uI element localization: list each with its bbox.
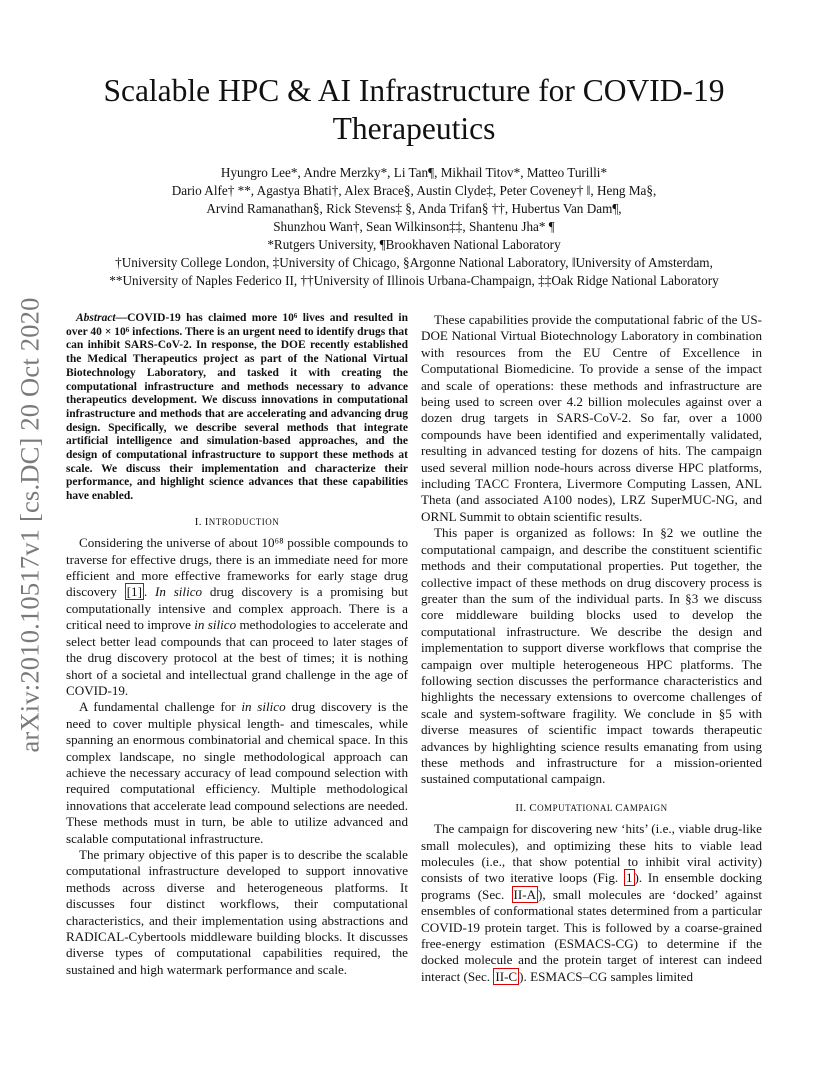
organization-paragraph: This paper is organized as follows: In §2 we outline the computational campaign, and describe the constituent scientific methods and their computational properties. Put together, the collective impact of these methods on drug discovery process is greater than the sum of the individual parts. In §3 we discuss core middleware building blocks used to develop the computational infrastructure. We describe the design and implementation to support diverse workflows that comprise the campaign over multiple heterogeneous HPC platforms. The following section discusses the performance characteristics and highlights the necessary extensions to overcome challenges of scale and system-software fragility. We conclude in §5 with diverse measures of scientific impact towards therapeutic advances by highlighting science results emanating from using these methods and infrastructure for a mission-oriented sustained computational campaign. [421, 525, 762, 787]
author-line-3: Arvind Ramanathan§, Rick Stevens‡ §, Anda Trifan§ ††, Hubertus Van Dam¶, [206, 201, 622, 216]
section-1-number: I. I [194, 515, 209, 528]
campaign-text-c: ), small molecules are ‘docked’ against ensembles of conformational states determined from a particular COVID-19 protein target. This is followed by a coarse-grained free-energy estimation (ESMACS-CG) to determine if the docked molecule and the protein target of interest can indeed interact (Sec. [421, 886, 762, 984]
intro-p1-text-c: drug discovery is a promising but computationally intensive and complex approach. There is a critical need to improve [66, 584, 408, 633]
intro-p1-emphasis: In silico [155, 584, 203, 600]
abstract-label: Abstract [76, 312, 116, 324]
title-line-1: Scalable HPC & AI Infrastructure for COVID-19 [103, 73, 725, 108]
intro-p1-text-a: Considering the universe of about 10⁶⁸ possible compounds to traverse for effective drugs, there is an immediate need for more efficient and more effective frameworks for early stage drug discovery [66, 535, 408, 600]
section-2-title-b: AMPAIGN [622, 802, 668, 813]
author-line-4: Shunzhou Wan†, Sean Wilkinson‡‡, Shantenu Jha* ¶ [273, 219, 555, 234]
author-block [60, 164, 768, 290]
capabilities-paragraph: These capabilities provide the computational fabric of the US-DOE National Virtual Biotechnology Laboratory in combination with resources from the EU Centre of Excellence in Computational Biomedicine. To provide a sense of the impact and scale of operations: these methods and infrastructure are being used to screen over 4.2 billion molecules against over a dozen drug targets in SARS-CoV-2. So far, over a 1000 compounds have been identified and experimentally validated, resulting in advanced testing for dozens of hits. The campaign used several million node-hours across diverse HPC platforms, including TACC Frontera, Livermore Computing Lassen, ANL Theta (and associated A100 nodes), LRZ SuperMUC-NG, and ORNL Summit to obtain scientific results. [421, 312, 762, 524]
intro-paragraph-1 [66, 535, 408, 699]
campaign-text-a: The campaign for discovering new ‘hits’ (i.e., viable drug-like small molecules), and optimizing these hits to viable lead molecules (i.e., that show potential to inhibit viral activity) consists of two iterative loops (Fig. [421, 821, 762, 886]
intro-p2-text-a: A fundamental challenge for [79, 699, 242, 715]
intro-paragraph-3: The primary objective of this paper is to describe the scalable computational infrastructure developed to support innovative methods across diverse and heterogeneous platforms. It discusses four distinct workflows, their computational characteristics, and their implementation using abstractions and RADICAL-Cybertools middleware building blocks. It discusses diverse types of computational capabilities required, the sustained and high watermark performance and scale. [66, 846, 408, 977]
intro-p1-emphasis-2: in silico [194, 617, 237, 633]
intro-p1-text-b: . [143, 584, 156, 600]
author-line-2: Dario Alfe† **, Agastya Bhati†, Alex Brace§, Austin Clyde‡, Peter Coveney† ‖, Heng Ma§, [171, 183, 657, 198]
arxiv-sidebar [0, 290, 60, 760]
campaign-text-b: ). In ensemble docking programs (Sec. [421, 870, 762, 902]
figure-link-1[interactable]: 1 [625, 870, 633, 886]
section-link-ii-a[interactable]: II-A [513, 886, 537, 902]
campaign-text-d: ). ESMACS–CG samples limited [519, 968, 694, 984]
intro-p1-text-d: methodologies to accelerate and select better lead compounds that can proceed to later stages of the drug discovery protocol at the best of times; it is nothing short of a societal and intellectual grand challenge in the age of COVID-19. [66, 617, 408, 698]
section-heading-computational-campaign [421, 800, 762, 816]
abstract-text: —COVID-19 has claimed more 10⁶ lives and resulted in over 40 × 10⁶ infections. There is an urgent need to identify drugs that can inhibit SARS-CoV-2. In response, the DOE recently established the Medical Therapeutics project as part of the National Virtual Biotechnology Laboratory, and tasked it with creating the computational infrastructure and methods necessary to advance therapeutics development. We discuss innovations in computational infrastructure and methods that are accelerating and advancing drug design. Specifically, we describe several methods that integrate artificial intelligence and simulation-based approaches, and the design of computational infrastructure to support these methods at scale. We discuss their implementation and characterize their performance, and highlight science advances that these capabilities have enabled. [66, 312, 408, 503]
arxiv-identifier: arXiv:2010.10517v1 [cs.DC] 20 Oct 2020 [14, 297, 45, 753]
campaign-paragraph [421, 821, 762, 985]
section-2-title-a: OMPUTATIONAL [537, 802, 616, 813]
author-line-1: Hyungro Lee*, Andre Merzky*, Li Tan¶, Mikhail Titov*, Matteo Turilli* [220, 165, 608, 180]
affiliation-line-1: *Rutgers University, ¶Brookhaven National Laboratory [267, 237, 561, 252]
section-2-number: II. C [515, 801, 538, 814]
right-column [421, 312, 762, 985]
section-heading-introduction [66, 514, 408, 530]
intro-paragraph-2 [66, 699, 408, 847]
left-column [66, 312, 408, 978]
citation-link-1[interactable]: [1] [126, 584, 142, 600]
abstract [66, 312, 408, 504]
section-link-ii-c[interactable]: II-C [495, 968, 518, 984]
paper-title [60, 72, 768, 148]
intro-p2-text-b: drug discovery is the need to cover multiple physical length- and timescales, while spanning an enormous combinatorial and chemical space. In this complex landscape, no single methodological approach can achieve the necessary accuracy of lead compound selection with required computational efficiency. Multiple methodological innovations that accelerate lead compound selections are needed. These methods must in turn, be able to utilize advanced and scalable computational infrastructure. [66, 699, 409, 846]
title-line-2: Therapeutics [332, 111, 496, 146]
affiliation-line-3: **University of Naples Federico II, ††University of Illinois Urbana-Champaign, ‡‡Oak Ridge National Laboratory [109, 273, 719, 288]
section-1-title: NTRODUCTION [208, 516, 280, 527]
section-2-title-cap: C [615, 801, 623, 814]
intro-p2-emphasis: in silico [241, 699, 286, 715]
affiliation-line-2: †University College London, ‡University of Chicago, §Argonne National Laboratory, ‖University of Amsterdam, [115, 255, 713, 270]
